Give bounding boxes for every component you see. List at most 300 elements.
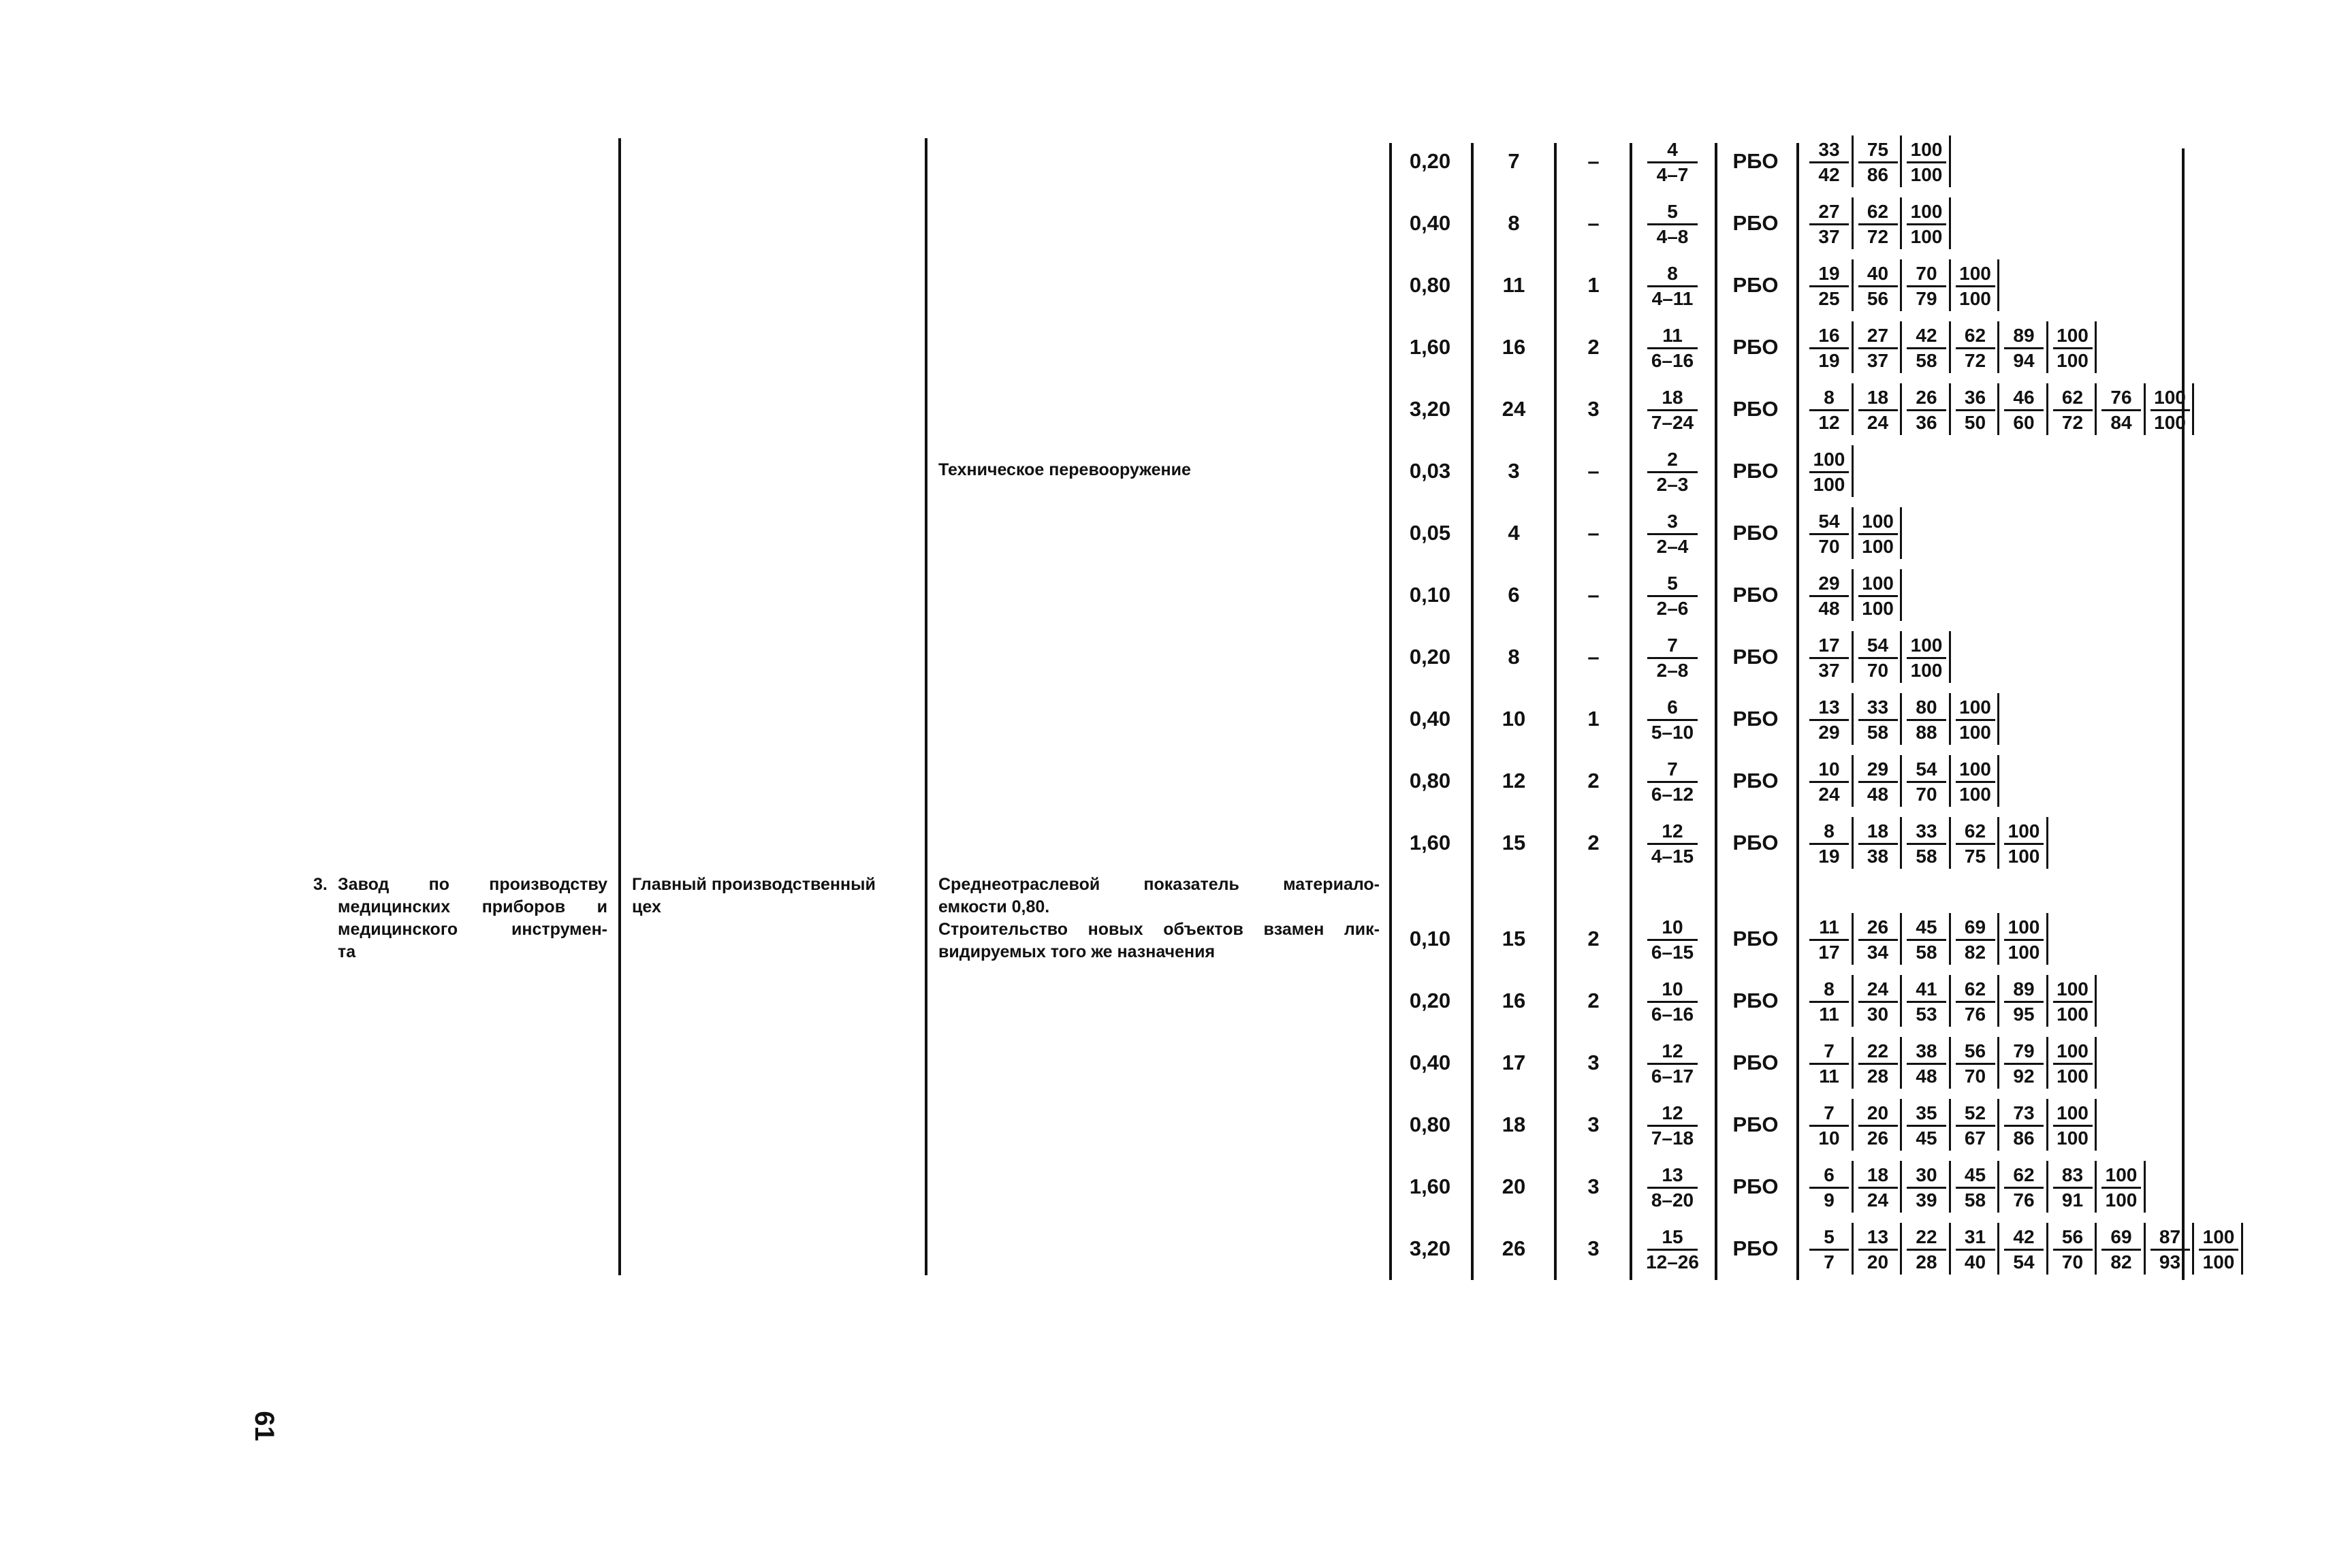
fraction-denominator: 30 (1867, 1004, 1889, 1025)
distribution-fraction (1854, 202, 1903, 247)
fraction-denominator: 100 (1910, 164, 1943, 185)
fraction-denominator: 10 (1818, 1127, 1840, 1149)
duration-total: 15 (1502, 927, 1526, 950)
distribution-fraction (1854, 759, 1903, 805)
rbo-label: РБО (1732, 1051, 1779, 1074)
distribution-fraction (2146, 1227, 2195, 1273)
distribution-fraction (1999, 917, 2048, 963)
fraction-denominator: 19 (1818, 846, 1840, 867)
fraction-denominator: 42 (1818, 164, 1840, 185)
fraction-numerator: 100 (1809, 449, 1849, 473)
norm-fraction (1633, 263, 1712, 309)
distribution-fraction (1902, 387, 1951, 433)
duration-preparatory: 3 (1587, 1051, 1600, 1074)
fraction-denominator: 2–6 (1656, 598, 1689, 619)
fraction-numerator: 22 (1858, 1041, 1898, 1065)
fraction-denominator: 100 (2057, 1127, 2089, 1149)
capacity-value: 0,10 (1409, 583, 1451, 607)
distribution-fraction (1902, 979, 1951, 1025)
duration-total: 16 (1502, 989, 1526, 1012)
fraction-denominator: 12–26 (1646, 1251, 1699, 1273)
fraction-numerator: 100 (2053, 325, 2093, 349)
distribution-fraction (1951, 917, 2000, 963)
fraction-denominator: 95 (2013, 1004, 2035, 1025)
distribution-fraction (1999, 387, 2048, 433)
fraction-numerator: 27 (1809, 202, 1849, 225)
rbo-label: РБО (1732, 211, 1779, 235)
fraction-numerator: 10 (1647, 917, 1698, 941)
fraction-denominator: 25 (1818, 288, 1840, 309)
fraction-numerator: 2 (1647, 449, 1698, 473)
fraction-numerator: 87 (2151, 1227, 2190, 1251)
rbo-label: РБО (1732, 707, 1779, 731)
fraction-numerator: 17 (1809, 635, 1849, 659)
fraction-numerator: 38 (1907, 1041, 1946, 1065)
duration-preparatory: – (1587, 211, 1600, 235)
distribution-fraction (1902, 1041, 1951, 1087)
fraction-denominator: 50 (1964, 412, 1986, 433)
distribution-fraction (1999, 821, 2048, 867)
cell-divider (2095, 1099, 2097, 1151)
fraction-denominator: 100 (1910, 660, 1943, 681)
fraction-numerator: 62 (2053, 387, 2093, 411)
cell-divider (1997, 693, 1999, 745)
fraction-denominator: 100 (1813, 474, 1845, 495)
rbo-label: РБО (1732, 927, 1779, 950)
fraction-denominator: 100 (2154, 412, 2186, 433)
fraction-numerator: 89 (2004, 325, 2044, 349)
fraction-denominator: 4–15 (1651, 846, 1694, 867)
distribution-fraction (2048, 1041, 2097, 1087)
object-name: Завод по производству медицинских приборов и медицинского инструмен- та (338, 875, 607, 961)
distribution-fraction (2048, 1103, 2097, 1149)
duration-total: 10 (1502, 707, 1526, 731)
fraction-numerator: 80 (1907, 697, 1946, 721)
norm-fraction (1633, 1041, 1712, 1087)
fraction-numerator: 100 (1956, 697, 1995, 721)
cell-divider (1949, 135, 1951, 187)
fraction-denominator: 7–18 (1651, 1127, 1694, 1149)
fraction-numerator: 100 (1907, 635, 1946, 659)
cell-divider (2046, 913, 2048, 965)
fraction-denominator: 56 (1867, 288, 1889, 309)
fraction-numerator: 6 (1647, 697, 1698, 721)
fraction-numerator: 100 (1858, 573, 1898, 597)
distribution-fraction (1805, 697, 1854, 743)
fraction-numerator: 100 (1956, 759, 1995, 783)
capacity-value: 3,20 (1409, 1236, 1451, 1260)
distribution-fraction (1951, 387, 2000, 433)
distribution-fraction (1854, 573, 1903, 619)
fraction-denominator: 100 (1959, 722, 1991, 743)
duration-preparatory: 3 (1587, 397, 1600, 421)
fraction-numerator: 33 (1907, 821, 1946, 845)
capacity-value: 0,20 (1409, 645, 1451, 669)
fraction-denominator: 86 (1867, 164, 1889, 185)
rbo-label: РБО (1732, 397, 1779, 421)
fraction-denominator: 37 (1818, 226, 1840, 247)
duration-preparatory: 2 (1587, 769, 1600, 793)
norm-fraction (1633, 573, 1712, 619)
cell-divider (1900, 569, 1902, 621)
workshop-name: Главный производственный цех (632, 875, 876, 916)
fraction-numerator: 100 (2053, 1041, 2093, 1065)
column-rule (1471, 143, 1474, 1280)
distribution-fraction (1902, 917, 1951, 963)
norm-fraction (1633, 759, 1712, 805)
duration-total: 6 (1508, 583, 1520, 607)
fraction-numerator: 70 (1907, 263, 1946, 287)
fraction-denominator: 6–17 (1651, 1066, 1694, 1087)
distribution-fraction (1805, 917, 1854, 963)
fraction-numerator: 45 (1907, 917, 1946, 941)
distribution-fraction (1951, 1227, 2000, 1273)
fraction-numerator: 100 (2053, 979, 2093, 1003)
distribution-fraction (1854, 1227, 1903, 1273)
fraction-denominator: 100 (1959, 288, 1991, 309)
fraction-numerator: 62 (2004, 1165, 2044, 1189)
distribution-fraction (2048, 325, 2097, 371)
duration-total: 18 (1502, 1113, 1526, 1136)
fraction-numerator: 54 (1858, 635, 1898, 659)
capacity-value: 0,40 (1409, 1051, 1451, 1074)
fraction-denominator: 70 (1964, 1066, 1986, 1087)
fraction-denominator: 28 (1867, 1066, 1889, 1087)
fraction-numerator: 13 (1809, 697, 1849, 721)
capacity-value: 0,80 (1409, 273, 1451, 297)
distribution-fraction (2146, 387, 2195, 433)
duration-preparatory: 2 (1587, 989, 1600, 1012)
fraction-denominator: 11 (1819, 1004, 1839, 1025)
distribution-fraction (1805, 325, 1854, 371)
duration-preparatory: – (1587, 583, 1600, 607)
norm-fraction (1633, 821, 1712, 867)
fraction-numerator: 54 (1907, 759, 1946, 783)
fraction-numerator: 4 (1647, 140, 1698, 163)
fraction-denominator: 6–12 (1651, 784, 1694, 805)
distribution-fraction (2048, 387, 2097, 433)
cell-divider (2241, 1223, 2243, 1275)
distribution-fraction (1902, 1165, 1951, 1211)
fraction-denominator: 4–11 (1651, 288, 1694, 309)
norm-fraction (1633, 1165, 1712, 1211)
rbo-label: РБО (1732, 335, 1779, 359)
rbo-label: РБО (1732, 1174, 1779, 1198)
distribution-fraction (2097, 387, 2146, 433)
distribution-fraction (1999, 325, 2048, 371)
distribution-fraction (1805, 140, 1854, 185)
distribution-fraction (1951, 697, 2000, 743)
cell-divider (2095, 1037, 2097, 1089)
column-rule (1796, 143, 1799, 1280)
column-rule (925, 138, 927, 1275)
fraction-numerator: 35 (1907, 1103, 1946, 1127)
distribution-fraction (1805, 202, 1854, 247)
distribution-fraction (1854, 821, 1903, 867)
fraction-denominator: 75 (1964, 846, 1986, 867)
cell-divider (2192, 383, 2194, 435)
fraction-denominator: 84 (2110, 412, 2132, 433)
distribution-fraction (1805, 449, 1854, 495)
fraction-denominator: 6–16 (1651, 350, 1694, 371)
fraction-denominator: 48 (1818, 598, 1840, 619)
fraction-denominator: 24 (1867, 412, 1889, 433)
fraction-denominator: 6–15 (1651, 942, 1694, 963)
fraction-numerator: 3 (1647, 511, 1698, 535)
distribution-fraction (1951, 263, 2000, 309)
duration-preparatory: 2 (1587, 927, 1600, 950)
fraction-numerator: 100 (2053, 1103, 2093, 1127)
fraction-numerator: 46 (2004, 387, 2044, 411)
fraction-numerator: 40 (1858, 263, 1898, 287)
fraction-numerator: 7 (1647, 635, 1698, 659)
duration-total: 15 (1502, 831, 1526, 854)
duration-preparatory: 2 (1587, 831, 1600, 854)
fraction-denominator: 100 (1959, 784, 1991, 805)
duration-total: 8 (1508, 211, 1520, 235)
fraction-denominator: 2–4 (1656, 536, 1689, 557)
cell-divider (1949, 197, 1951, 249)
fraction-denominator: 40 (1964, 1251, 1986, 1273)
duration-preparatory: 1 (1587, 707, 1600, 731)
fraction-numerator: 27 (1858, 325, 1898, 349)
distribution-fraction (1805, 821, 1854, 867)
fraction-denominator: 100 (2007, 846, 2040, 867)
fraction-denominator: 93 (2159, 1251, 2181, 1273)
fraction-numerator: 79 (2004, 1041, 2044, 1065)
fraction-denominator: 70 (1818, 536, 1840, 557)
rbo-label: РБО (1732, 1113, 1779, 1136)
fraction-denominator: 58 (1916, 942, 1937, 963)
fraction-numerator: 41 (1907, 979, 1946, 1003)
norm-fraction (1633, 917, 1712, 963)
duration-total: 7 (1508, 149, 1520, 173)
duration-total: 11 (1502, 273, 1525, 297)
fraction-numerator: 13 (1858, 1227, 1898, 1251)
column-rule (1389, 143, 1392, 1280)
fraction-numerator: 52 (1956, 1103, 1995, 1127)
fraction-numerator: 7 (1809, 1041, 1849, 1065)
fraction-denominator: 8–20 (1651, 1189, 1694, 1211)
fraction-denominator: 72 (2061, 412, 2084, 433)
norm-fraction (1633, 635, 1712, 681)
norm-fraction (1633, 1227, 1712, 1273)
distribution-fraction (1999, 1165, 2048, 1211)
fraction-denominator: 58 (1916, 846, 1937, 867)
fraction-numerator: 100 (2004, 821, 2044, 845)
duration-total: 16 (1502, 335, 1526, 359)
fraction-numerator: 19 (1809, 263, 1849, 287)
capacity-value: 1,60 (1409, 831, 1451, 854)
duration-total: 17 (1502, 1051, 1526, 1074)
duration-total: 24 (1502, 397, 1526, 421)
fraction-numerator: 33 (1858, 697, 1898, 721)
column-rule (618, 138, 621, 1275)
fraction-numerator: 8 (1809, 979, 1849, 1003)
fraction-denominator: 20 (1867, 1251, 1889, 1273)
fraction-denominator: 48 (1916, 1066, 1937, 1087)
fraction-denominator: 79 (1916, 288, 1937, 309)
fraction-denominator: 82 (2110, 1251, 2132, 1273)
column-rule (2182, 148, 2185, 1280)
fraction-numerator: 12 (1647, 1103, 1698, 1127)
object-number: 3. (313, 875, 328, 894)
rbo-label: РБО (1732, 459, 1779, 483)
fraction-numerator: 6 (1809, 1165, 1849, 1189)
distribution-fraction (1902, 263, 1951, 309)
fraction-numerator: 75 (1858, 140, 1898, 163)
fraction-numerator: 22 (1907, 1227, 1946, 1251)
fraction-denominator: 4–7 (1656, 164, 1689, 185)
distribution-fraction (2048, 979, 2097, 1025)
duration-preparatory: – (1587, 149, 1600, 173)
distribution-fraction (1854, 635, 1903, 681)
duration-preparatory: 3 (1587, 1236, 1600, 1260)
fraction-numerator: 26 (1858, 917, 1898, 941)
fraction-numerator: 36 (1956, 387, 1995, 411)
fraction-denominator: 26 (1867, 1127, 1889, 1149)
fraction-denominator: 91 (2061, 1189, 2084, 1211)
fraction-denominator: 38 (1867, 846, 1889, 867)
fraction-denominator: 39 (1916, 1189, 1937, 1211)
fraction-denominator: 100 (1862, 598, 1894, 619)
distribution-fraction (1902, 1103, 1951, 1149)
fraction-denominator: 53 (1916, 1004, 1937, 1025)
distribution-fraction (1854, 979, 1903, 1025)
fraction-numerator: 13 (1647, 1165, 1698, 1189)
distribution-fraction (1805, 1103, 1854, 1149)
fraction-numerator: 56 (1956, 1041, 1995, 1065)
fraction-denominator: 34 (1867, 942, 1889, 963)
distribution-fraction (1805, 511, 1854, 557)
fraction-denominator: 54 (2013, 1251, 2035, 1273)
norm-fraction (1633, 449, 1712, 495)
fraction-denominator: 7–24 (1651, 412, 1694, 433)
fraction-numerator: 42 (1907, 325, 1946, 349)
fraction-denominator: 67 (1964, 1127, 1986, 1149)
fraction-numerator: 12 (1647, 1041, 1698, 1065)
duration-preparatory: – (1587, 521, 1600, 545)
fraction-numerator: 100 (2151, 387, 2190, 411)
fraction-numerator: 89 (2004, 979, 2044, 1003)
fraction-denominator: 100 (2007, 942, 2040, 963)
fraction-denominator: 60 (2013, 412, 2035, 433)
distribution-fraction (1999, 1103, 2048, 1149)
rbo-label: РБО (1732, 769, 1779, 793)
cell-divider (1997, 259, 1999, 311)
distribution-fraction (1902, 325, 1951, 371)
fraction-denominator: 70 (1867, 660, 1889, 681)
fraction-denominator: 88 (1916, 722, 1937, 743)
fraction-numerator: 42 (2004, 1227, 2044, 1251)
fraction-denominator: 4–8 (1656, 226, 1689, 247)
distribution-fraction (1951, 979, 2000, 1025)
fraction-numerator: 16 (1809, 325, 1849, 349)
fraction-denominator: 58 (1964, 1189, 1986, 1211)
distribution-fraction (1854, 387, 1903, 433)
fraction-denominator: 94 (2013, 350, 2035, 371)
fraction-denominator: 100 (2057, 1004, 2089, 1025)
fraction-denominator: 24 (1867, 1189, 1889, 1211)
capacity-value: 0,40 (1409, 707, 1451, 731)
capacity-value: 0,80 (1409, 1113, 1451, 1136)
fraction-numerator: 73 (2004, 1103, 2044, 1127)
fraction-denominator: 7 (1824, 1251, 1835, 1273)
fraction-numerator: 29 (1809, 573, 1849, 597)
distribution-fraction (1854, 263, 1903, 309)
fraction-denominator: 100 (1910, 226, 1943, 247)
fraction-numerator: 69 (2101, 1227, 2141, 1251)
distribution-fraction (1999, 979, 2048, 1025)
fraction-denominator: 70 (2061, 1251, 2084, 1273)
distribution-fraction (2048, 1165, 2097, 1211)
section-new-construction: Среднеотраслевой показатель материало- емкости 0,80. Строительство новых объектов взамен лик- видируемых того же назначения (938, 875, 1380, 961)
fraction-numerator: 29 (1858, 759, 1898, 783)
fraction-denominator: 58 (1867, 722, 1889, 743)
fraction-numerator: 30 (1907, 1165, 1946, 1189)
distribution-fraction (1854, 917, 1903, 963)
fraction-denominator: 92 (2013, 1066, 2035, 1087)
distribution-fraction (1902, 759, 1951, 805)
distribution-fraction (1805, 979, 1854, 1025)
fraction-denominator: 24 (1818, 784, 1840, 805)
distribution-fraction (1805, 1041, 1854, 1087)
duration-total: 26 (1502, 1236, 1526, 1260)
capacity-value: 0,03 (1409, 459, 1451, 483)
fraction-denominator: 86 (2013, 1127, 2035, 1149)
distribution-fraction (1854, 511, 1903, 557)
norm-fraction (1633, 1103, 1712, 1149)
distribution-fraction (1854, 1165, 1903, 1211)
fraction-numerator: 100 (1858, 511, 1898, 535)
rbo-label: РБО (1732, 149, 1779, 173)
duration-total: 8 (1508, 645, 1520, 669)
cell-divider (2095, 975, 2097, 1027)
fraction-numerator: 5 (1647, 573, 1698, 597)
fraction-numerator: 31 (1956, 1227, 1995, 1251)
fraction-denominator: 29 (1818, 722, 1840, 743)
fraction-denominator: 37 (1818, 660, 1840, 681)
duration-preparatory: – (1587, 645, 1600, 669)
distribution-fraction (1902, 635, 1951, 681)
norm-fraction (1633, 387, 1712, 433)
distribution-fraction (1854, 140, 1903, 185)
distribution-fraction (1951, 1103, 2000, 1149)
fraction-numerator: 5 (1809, 1227, 1849, 1251)
cell-divider (1997, 755, 1999, 807)
distribution-fraction (1805, 1165, 1854, 1211)
norm-fraction (1633, 140, 1712, 185)
distribution-fraction (1999, 1041, 2048, 1087)
fraction-denominator: 2–3 (1656, 474, 1689, 495)
fraction-numerator: 18 (1858, 1165, 1898, 1189)
fraction-numerator: 10 (1647, 979, 1698, 1003)
fraction-denominator: 11 (1819, 1066, 1839, 1087)
fraction-numerator: 76 (2101, 387, 2141, 411)
duration-total: 4 (1508, 521, 1520, 545)
fraction-denominator: 100 (2202, 1251, 2235, 1273)
distribution-fraction (1805, 387, 1854, 433)
fraction-numerator: 62 (1956, 821, 1995, 845)
duration-total: 20 (1502, 1174, 1526, 1198)
fraction-denominator: 100 (2105, 1189, 2138, 1211)
fraction-numerator: 7 (1809, 1103, 1849, 1127)
fraction-denominator: 36 (1916, 412, 1937, 433)
fraction-denominator: 100 (1862, 536, 1894, 557)
fraction-numerator: 33 (1809, 140, 1849, 163)
distribution-fraction (1805, 573, 1854, 619)
norm-fraction (1633, 697, 1712, 743)
